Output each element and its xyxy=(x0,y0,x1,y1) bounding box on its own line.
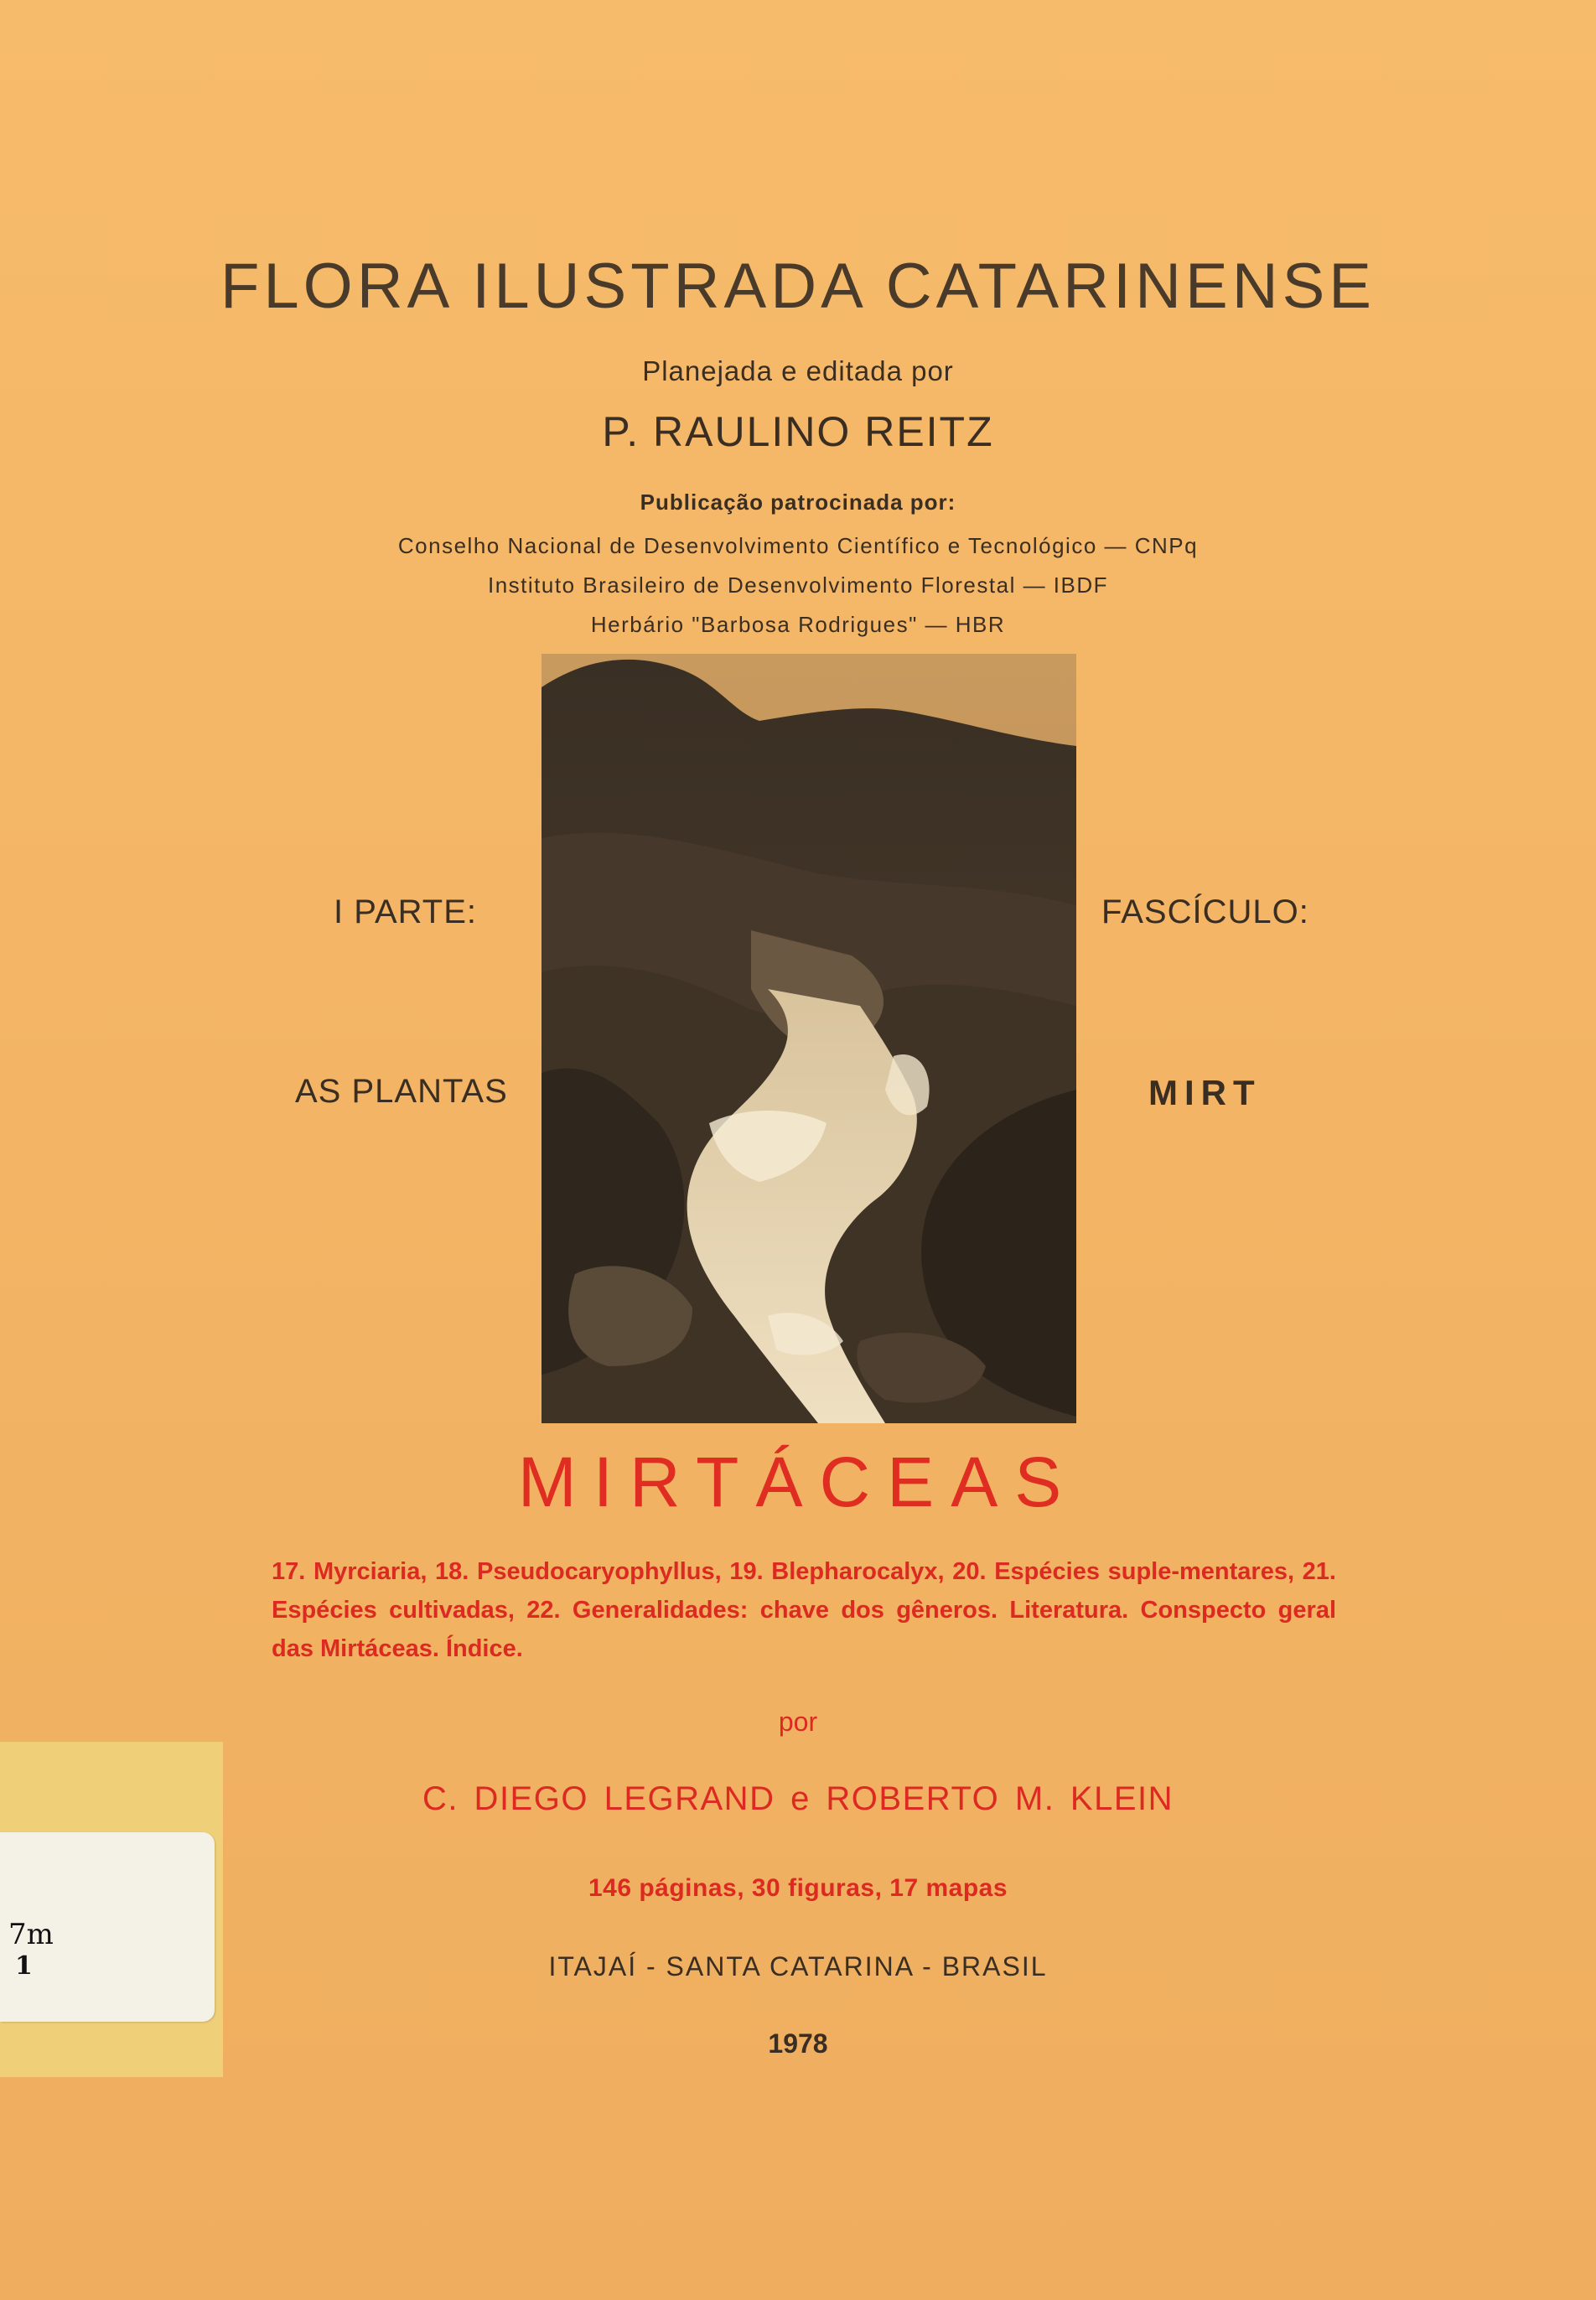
extent-text: 146 páginas, 30 figuras, 17 mapas xyxy=(588,1874,1008,1902)
fascicle-value: MIRT xyxy=(1148,1073,1262,1112)
editor-name: P. RAULINO REITZ xyxy=(602,408,994,455)
series-title: FLORA ILUSTRADA CATARINENSE xyxy=(220,251,1376,322)
fascicle-label: FASCÍCULO: xyxy=(1101,894,1309,930)
sponsor-cnpq: Conselho Nacional de Desenvolvimento Científico e Tecnológico — CNPq xyxy=(397,533,1199,558)
authors: C. DIEGO LEGRAND e ROBERTO M. KLEIN xyxy=(422,1780,1174,1817)
waterfall-photo xyxy=(542,654,1076,1423)
main-title: MIRTÁCEAS xyxy=(517,1443,1079,1521)
part-value: AS PLANTAS xyxy=(295,1073,508,1110)
place-text: ITAJAÍ - SANTA CATARINA - BRASIL xyxy=(548,1951,1048,1981)
year-text: 1978 xyxy=(768,2028,828,2059)
sponsor-list xyxy=(0,526,1596,645)
sponsor-hbr: Herbário "Barbosa Rodrigues" — HBR xyxy=(590,612,1006,637)
by-text: por xyxy=(778,1707,818,1737)
sponsor-heading: Publicação patrocinada por: xyxy=(640,490,956,515)
call-number-line1: 7m xyxy=(8,1918,54,1951)
planned-by-text: Planejada e editada por xyxy=(642,355,954,386)
contents-text: 17. Myrciaria, 18. Pseudocaryophyllus, 19. Blepharocalyx, 20. Espécies suple-mentares, 21. Espécies cultivadas, 22. Generalidades: chave dos gêneros. Literatura. Conspecto geral das Mirtáceas. Índice. xyxy=(272,1558,1336,1662)
sponsor-ibdf: Instituto Brasileiro de Desenvolvimento Florestal — IBDF xyxy=(487,572,1109,598)
library-sticker xyxy=(0,1742,223,2077)
part-label: I PARTE: xyxy=(334,894,478,930)
call-number-line2: 1 xyxy=(15,1951,33,1981)
